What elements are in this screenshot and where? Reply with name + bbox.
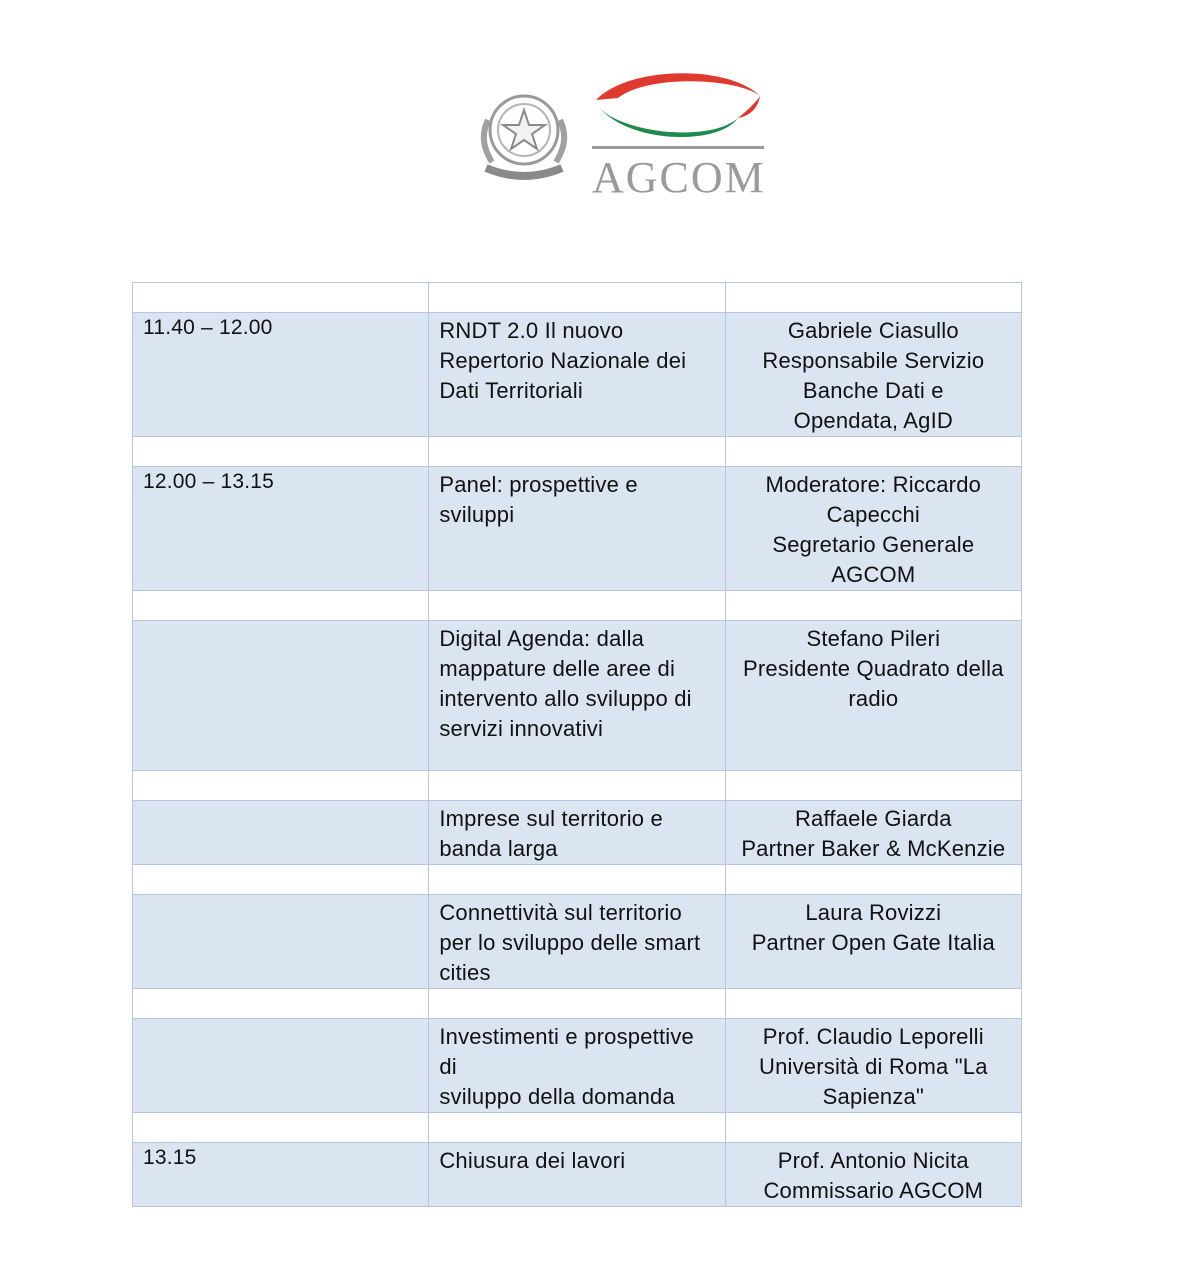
speaker-role: Responsabile Servizio Banche Dati e bbox=[762, 348, 985, 403]
spacer-cell bbox=[725, 865, 1021, 895]
agenda-topic-line: Imprese sul territorio e bbox=[439, 806, 663, 831]
spacer-row bbox=[133, 1113, 1022, 1143]
agenda-speaker bbox=[725, 467, 1021, 591]
spacer-row bbox=[133, 283, 1022, 313]
speaker-name: Gabriele Ciasullo bbox=[787, 318, 959, 343]
agenda-topic bbox=[429, 1143, 725, 1207]
agenda-speaker bbox=[725, 895, 1021, 989]
agenda-topic bbox=[429, 313, 725, 437]
speaker-name: Prof. Claudio Leporelli bbox=[762, 1024, 984, 1049]
agenda-topic-line: Chiusura dei lavori bbox=[439, 1148, 626, 1173]
agenda-row bbox=[133, 313, 1022, 437]
spacer-row bbox=[133, 989, 1022, 1019]
agenda-topic-line: per lo sviluppo delle smart bbox=[439, 930, 701, 955]
agenda-topic-line: RNDT 2.0 Il nuovo bbox=[439, 318, 624, 343]
spacer-cell bbox=[429, 591, 725, 621]
spacer-cell bbox=[429, 865, 725, 895]
spacer-row bbox=[133, 591, 1022, 621]
agenda-time bbox=[133, 895, 429, 989]
agenda-speaker bbox=[725, 313, 1021, 437]
agenda-topic bbox=[429, 621, 725, 771]
spacer-cell bbox=[429, 771, 725, 801]
spacer-cell bbox=[725, 1113, 1021, 1143]
agenda-row bbox=[133, 1019, 1022, 1113]
agenda-row bbox=[133, 801, 1022, 865]
agenda-speaker bbox=[725, 1143, 1021, 1207]
spacer-cell bbox=[725, 283, 1021, 313]
agenda-speaker bbox=[725, 801, 1021, 865]
agenda-topic bbox=[429, 467, 725, 591]
spacer-cell bbox=[429, 1113, 725, 1143]
speaker-name: Prof. Antonio Nicita bbox=[777, 1148, 969, 1173]
speaker-name: Raffaele Giarda bbox=[794, 806, 952, 831]
speaker-role: Università di Roma "La Sapienza" bbox=[759, 1054, 988, 1109]
spacer-cell bbox=[133, 437, 429, 467]
italian-republic-emblem-icon bbox=[474, 80, 574, 190]
speaker-role: Commissario AGCOM bbox=[763, 1178, 984, 1203]
agenda-topic bbox=[429, 1019, 725, 1113]
speaker-role: Presidente Quadrato della radio bbox=[743, 656, 1004, 711]
agenda-topic-line: Panel: prospettive e sviluppi bbox=[439, 472, 638, 527]
spacer-row bbox=[133, 865, 1022, 895]
agenda-topic bbox=[429, 801, 725, 865]
agenda-time bbox=[133, 621, 429, 771]
spacer-cell bbox=[133, 865, 429, 895]
spacer-cell bbox=[725, 437, 1021, 467]
speaker-role: Partner Baker & McKenzie bbox=[741, 836, 1006, 861]
speaker-role: Opendata, AgID bbox=[793, 408, 953, 433]
agenda-topic-line: mappature delle aree di bbox=[439, 656, 676, 681]
agenda-row bbox=[133, 1143, 1022, 1207]
agenda-topic-line: banda larga bbox=[439, 836, 558, 861]
agcom-wordmark: AGCOM bbox=[592, 153, 766, 202]
speaker-name: Moderatore: Riccardo Capecchi bbox=[765, 472, 982, 527]
agenda-time: 12.00 – 13.15 bbox=[133, 467, 429, 591]
agenda-time: 11.40 – 12.00 bbox=[133, 313, 429, 437]
agenda-time bbox=[133, 801, 429, 865]
agenda-topic-line: servizi innovativi bbox=[439, 716, 604, 741]
spacer-cell bbox=[133, 771, 429, 801]
spacer-cell bbox=[429, 437, 725, 467]
agenda-time bbox=[133, 1019, 429, 1113]
agenda-speaker bbox=[725, 1019, 1021, 1113]
agenda-topic-line: Connettività sul territorio bbox=[439, 900, 682, 925]
agenda-topic-line: Dati Territoriali bbox=[439, 378, 583, 403]
spacer-row bbox=[133, 771, 1022, 801]
spacer-cell bbox=[725, 771, 1021, 801]
agenda-topic-line: Digital Agenda: dalla bbox=[439, 626, 645, 651]
agenda-topic bbox=[429, 895, 725, 989]
agenda-row bbox=[133, 895, 1022, 989]
agenda-speaker bbox=[725, 621, 1021, 771]
speaker-name: Stefano Pileri bbox=[806, 626, 941, 651]
agenda-topic-line: sviluppo della domanda bbox=[439, 1084, 675, 1109]
spacer-cell bbox=[133, 989, 429, 1019]
agenda-time: 13.15 bbox=[133, 1143, 429, 1207]
spacer-cell bbox=[725, 591, 1021, 621]
spacer-cell bbox=[725, 989, 1021, 1019]
agenda-row bbox=[133, 467, 1022, 591]
spacer-cell bbox=[133, 591, 429, 621]
speaker-name: Laura Rovizzi bbox=[805, 900, 942, 925]
agenda-topic-line: Investimenti e prospettive di bbox=[439, 1024, 694, 1079]
agenda-topic-line: intervento allo sviluppo di bbox=[439, 686, 692, 711]
spacer-cell bbox=[429, 283, 725, 313]
agenda-table bbox=[132, 282, 1022, 1207]
spacer-row bbox=[133, 437, 1022, 467]
spacer-cell bbox=[429, 989, 725, 1019]
spacer-cell bbox=[133, 283, 429, 313]
agenda-row bbox=[133, 621, 1022, 771]
agenda-topic-line: Repertorio Nazionale dei bbox=[439, 348, 687, 373]
agenda-topic-line: cities bbox=[439, 960, 491, 985]
speaker-role: Partner Open Gate Italia bbox=[751, 930, 995, 955]
speaker-role: Segretario Generale AGCOM bbox=[772, 532, 975, 587]
spacer-cell bbox=[133, 1113, 429, 1143]
header-logos bbox=[470, 62, 770, 202]
